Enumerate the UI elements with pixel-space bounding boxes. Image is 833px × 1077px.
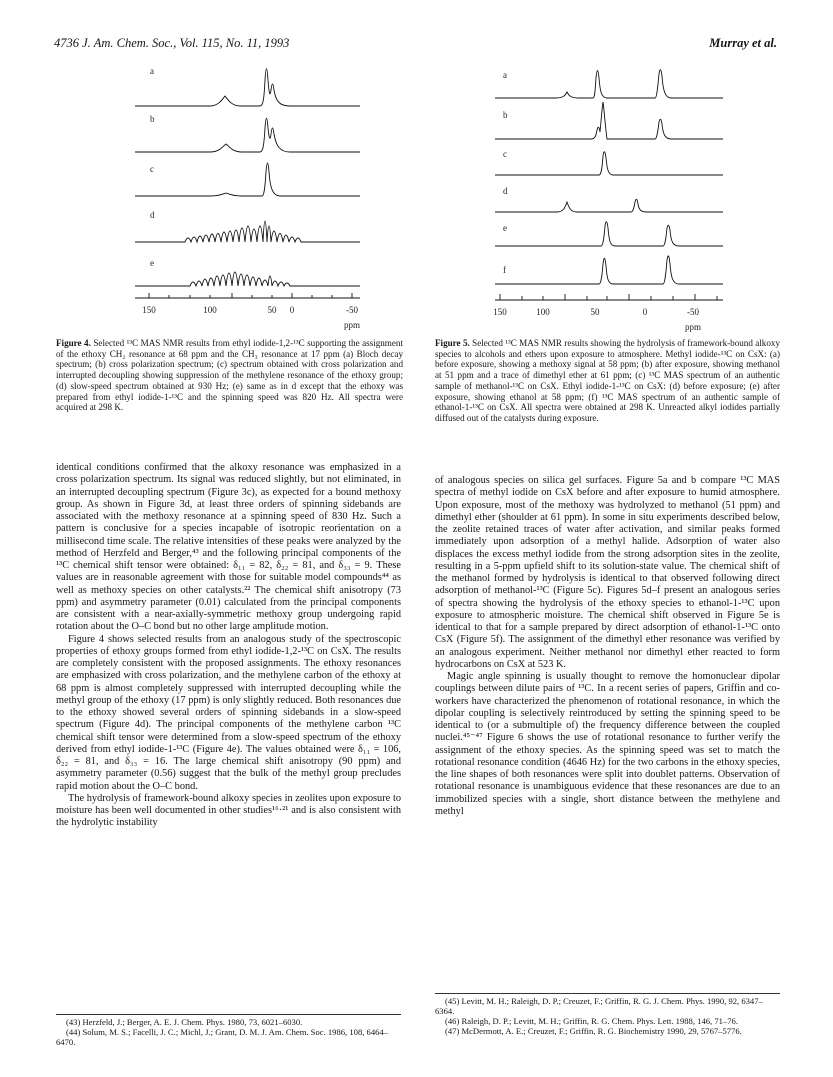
right-references — [435, 997, 780, 1037]
running-header-right: Murray et al. — [709, 36, 777, 50]
right-footnote-rule — [435, 993, 780, 994]
left-footnote-rule — [56, 1014, 401, 1015]
right-paragraph-2: Magic angle spinning is usually thought to remove the homonuclear dipolar couplings between dilute pairs of ¹³C. In a recent series of papers, Griffin and co-workers have characterized the phenomenon of rotational resonance, in which the dipolar coupling is selectively reintroduced by setting the spinning speed to be identical to (or a submultiple of) the frequency difference between the coupled nuclei.⁴⁵⁻⁴⁷ Figure 6 shows the use of rotational resonance to further verify the assignment of the ethoxy species. As the spinning speed was set to match the rotational resonance condition (4646 Hz) for the two carbons in the ethoxy species, the line shapes of both resonances were split into doublet patterns. Observation of rotational resonance is unambiguous evidence that these resonances are due to an immobilized species with a single, short distance between the methylene and methyl — [435, 671, 780, 817]
fig4-tick-50: 50 — [267, 305, 277, 315]
reference-45: (45) Levitt, M. H.; Raleigh, D. P.; Creuzet, F.; Griffin, R. G. J. Chem. Phys. 1990, 92, 6347–6364. — [435, 996, 763, 1016]
left-paragraph-3: The hydrolysis of framework-bound alkoxy species in zeolites upon exposure to moisture has been well documented in other studies¹⁶·²¹ and is also consistent with the hydrolytic instability — [56, 792, 401, 829]
fig4-label-b: b — [150, 114, 155, 124]
reference-44: (44) Solum, M. S.; Facelli, J. C.; Michl, J.; Grant, D. M. J. Am. Chem. Soc. 1986, 108, 6464–6470. — [56, 1026, 389, 1047]
fig4-tick-100: 100 — [203, 305, 217, 315]
right-paragraph-1: of analogous species on silica gel surfaces. Figure 5a and b compare ¹³C MAS spectra of methyl iodide on CsX before and after exposure to humid atmosphere. Upon exposure, most of the methoxy was hydrolyzed to methanol (51 ppm) and dimethyl ether (shoulder at 61 ppm). In some in situ experiments described below, the zeolite retained traces of water after activation, and similar peaks formed immediately upon adsorption of a methyl halide. Adsorption of water also displaces the excess methyl iodide from the strong adsorption sites in the zeolite, resulting in a 5-ppm upfield shift to its solution-state value. The chemical shift of the methanol formed by hydrolysis is identical to that observed following direct adsorption of methanol-¹³C (Figure 5c). Figures 5d–f present an analogous series of spectra showing the hydrolysis of the ethoxy species to ethanol-1-¹³C upon exposure to atmospheric moisture. The chemical shift observed in Figure 5e is identical to that for a sample prepared by direct adsorption of ethanol-1-¹³C onto CsX (Figure 5f). The assignment of the dimethyl ether resonance was verified by an analogous experiment. Neither methanol nor dimethyl ether reacted to form hydrocarbons on CsX at 523 K. — [435, 475, 780, 670]
fig5-tick-100: 100 — [536, 307, 550, 317]
figure-4-caption — [56, 338, 403, 413]
fig5-spectrum-e — [495, 222, 723, 246]
fig4-tick-0: 0 — [289, 305, 295, 315]
fig5-label-e: e — [503, 223, 507, 233]
running-header-left: 4736 J. Am. Chem. Soc., Vol. 115, No. 11, 1993 — [54, 36, 290, 50]
fig5-spectrum-f — [495, 256, 723, 284]
figure-4 — [130, 60, 375, 335]
fig5-label-f: f — [503, 265, 506, 275]
fig5-tick-neg50: -50 — [687, 307, 699, 317]
left-references — [56, 1018, 401, 1048]
reference-47: (47) McDermott, A. E.; Creuzet, F.; Griffin, R. G. Biochemistry 1990, 29, 5767–5776. — [445, 1025, 742, 1036]
fig4-axis — [135, 293, 360, 298]
left-column-body — [56, 462, 401, 830]
figure-4-caption-label: Figure 4. — [56, 338, 91, 348]
fig5-spectrum-b — [495, 102, 723, 139]
fig5-spectrum-d — [495, 199, 723, 212]
fig4-spectrum-e — [135, 272, 360, 286]
figure-5-caption-label: Figure 5. — [435, 338, 470, 348]
left-paragraph-2: Figure 4 shows selected results from an analogous study of the spectroscopic properties of ethoxy groups formed from ethyl iodide-1,2-¹³C on CsX. The results are completely consistent with the proposed assignments. The ethoxy resonances are emphasized with cross polarization, and the methylene carbon of the ethoxy at 68 ppm is almost completely suppressed with interrupted decoupling while the methyl group of the ethoxy (17 ppm) is only slightly reduced. Both resonances due to the ethoxy showed several orders of spinning sidebands in a slow-speed spectrum (Figure 4d). The principal components of the methylene carbon ¹³C chemical shift tensor were determined from a slow-speed spectrum of the ethoxy derived from ethyl iodide-1-¹³C (Figure 4e). The values obtained were δ₁₁ = 106, δ₂₂ = 81, and δ₃₃ = 16. The large chemical shift anisotropy (90 ppm) and asymmetry parameter (0.56) suggest that the bulk of the methyl group precludes rapid motion about the O–C bond. — [56, 633, 401, 792]
fig5-tick-50: 50 — [590, 307, 600, 317]
fig5-axis-unit: ppm — [684, 322, 702, 332]
right-column-body — [435, 475, 780, 818]
fig4-spectrum-d — [135, 221, 360, 242]
fig5-spectrum-a — [495, 70, 723, 98]
left-paragraph-1: identical conditions confirmed that the alkoxy resonance was emphasized in a cross polarization spectrum. Its signal was reduced slightly, but not eliminated, in an interrupted decoupling spectrum (Figure 3c), as expected for a bound methoxy group. As shown in Figure 3d, at least three orders of spinning sidebands are associated with the methoxy resonance at a spinning speed of 830 Hz. Such a pattern is conclusive for a species incapable of isotropic reorientation on a millisecond time scale. The relative intensities of these peaks were analyzed by the method of Herzfeld and Berger,⁴³ and the following principal components of the ¹³C chemical shift tensor were obtained: δ₁₁ = 82, δ₂₂ = 81, and δ₃₃ = 9. These values are in reasonable agreement with those for suitable model compounds⁴⁴ as well as methoxy species on other catalysts.²² The chemical shift anisotropy (73 ppm) and asymmetry parameter (0.01) calculated from the principal components are consistent with a near-axially-symmetric methoxy group undergoing rapid rotation about the O–C bond but no other large amplitude motion. — [56, 462, 401, 633]
fig4-axis-unit: ppm — [343, 320, 361, 330]
figure-4-caption-text: Selected ¹³C MAS NMR results from ethyl iodide-1,2-¹³C supporting the assignment of the ethoxy CH₂ resonance at 68 ppm and the CH₃ resonance at 17 ppm (a) Bloch decay spectrum; (b) cross polarization spectrum; (c) spectrum obtained with cross polarization and interrupted decoupling showing suppression of the methylene resonance of the ethoxy group; (d) slow-speed spectrum obtained at 930 Hz; (e) same as in d except that the ethoxy was prepared from ethyl iodide-1-¹³C and the spinning speed was 820 Hz. All spectra were acquired at 298 K. — [56, 338, 403, 413]
fig5-label-a: a — [503, 70, 507, 80]
figure-5-caption — [435, 338, 780, 424]
fig5-label-b: b — [503, 110, 508, 120]
fig4-label-c: c — [150, 164, 154, 174]
figure-5-caption-text: Selected ¹³C MAS NMR results showing the hydrolysis of framework-bound alkoxy species to alcohols and ethers upon exposure to atmosphere. Methyl iodide-¹³C on CsX: (a) before exposure, showing a methoxy signal at 58 ppm; (b) after exposure, showing methanol at 51 ppm and a trace of dimethyl ether at 61 ppm; (c) ¹³C MAS spectrum of an authentic sample of methanol-¹³C on CsX. Ethyl iodide-1-¹³C on CsX: (d) before exposure; (e) after exposure, showing ethanol at 58 ppm; (f) ¹³C MAS spectrum of an authentic sample of ethanol-1-¹³C on CsX. All spectra were obtained at 298 K. Unreacted alkyl iodides partially diffused out of the catalysts during exposure. — [435, 338, 780, 423]
figure-5 — [495, 60, 735, 335]
reference-46: (46) Raleigh, D. P.; Levitt, M. H.; Griffin, R. G. Chem. Phys. Lett. 1988, 146, 71–76. — [445, 1015, 738, 1026]
fig5-axis — [495, 294, 723, 300]
fig4-spectrum-b — [135, 118, 360, 152]
fig4-tick-150: 150 — [142, 305, 156, 315]
fig4-label-d: d — [150, 210, 155, 220]
fig5-tick-0: 0 — [642, 307, 648, 317]
fig4-spectrum-c — [135, 163, 360, 196]
fig5-tick-150: 150 — [493, 307, 507, 317]
fig4-tick-neg50: -50 — [346, 305, 358, 315]
fig5-label-d: d — [503, 186, 508, 196]
reference-43: (43) Herzfeld, J.; Berger, A. E. J. Chem. Phys. 1980, 73, 6021–6030. — [66, 1017, 303, 1027]
fig5-label-c: c — [503, 149, 507, 159]
fig5-spectrum-c — [495, 152, 723, 175]
fig4-label-a: a — [150, 66, 154, 76]
fig4-label-e: e — [150, 258, 154, 268]
fig4-spectrum-a — [135, 69, 360, 106]
